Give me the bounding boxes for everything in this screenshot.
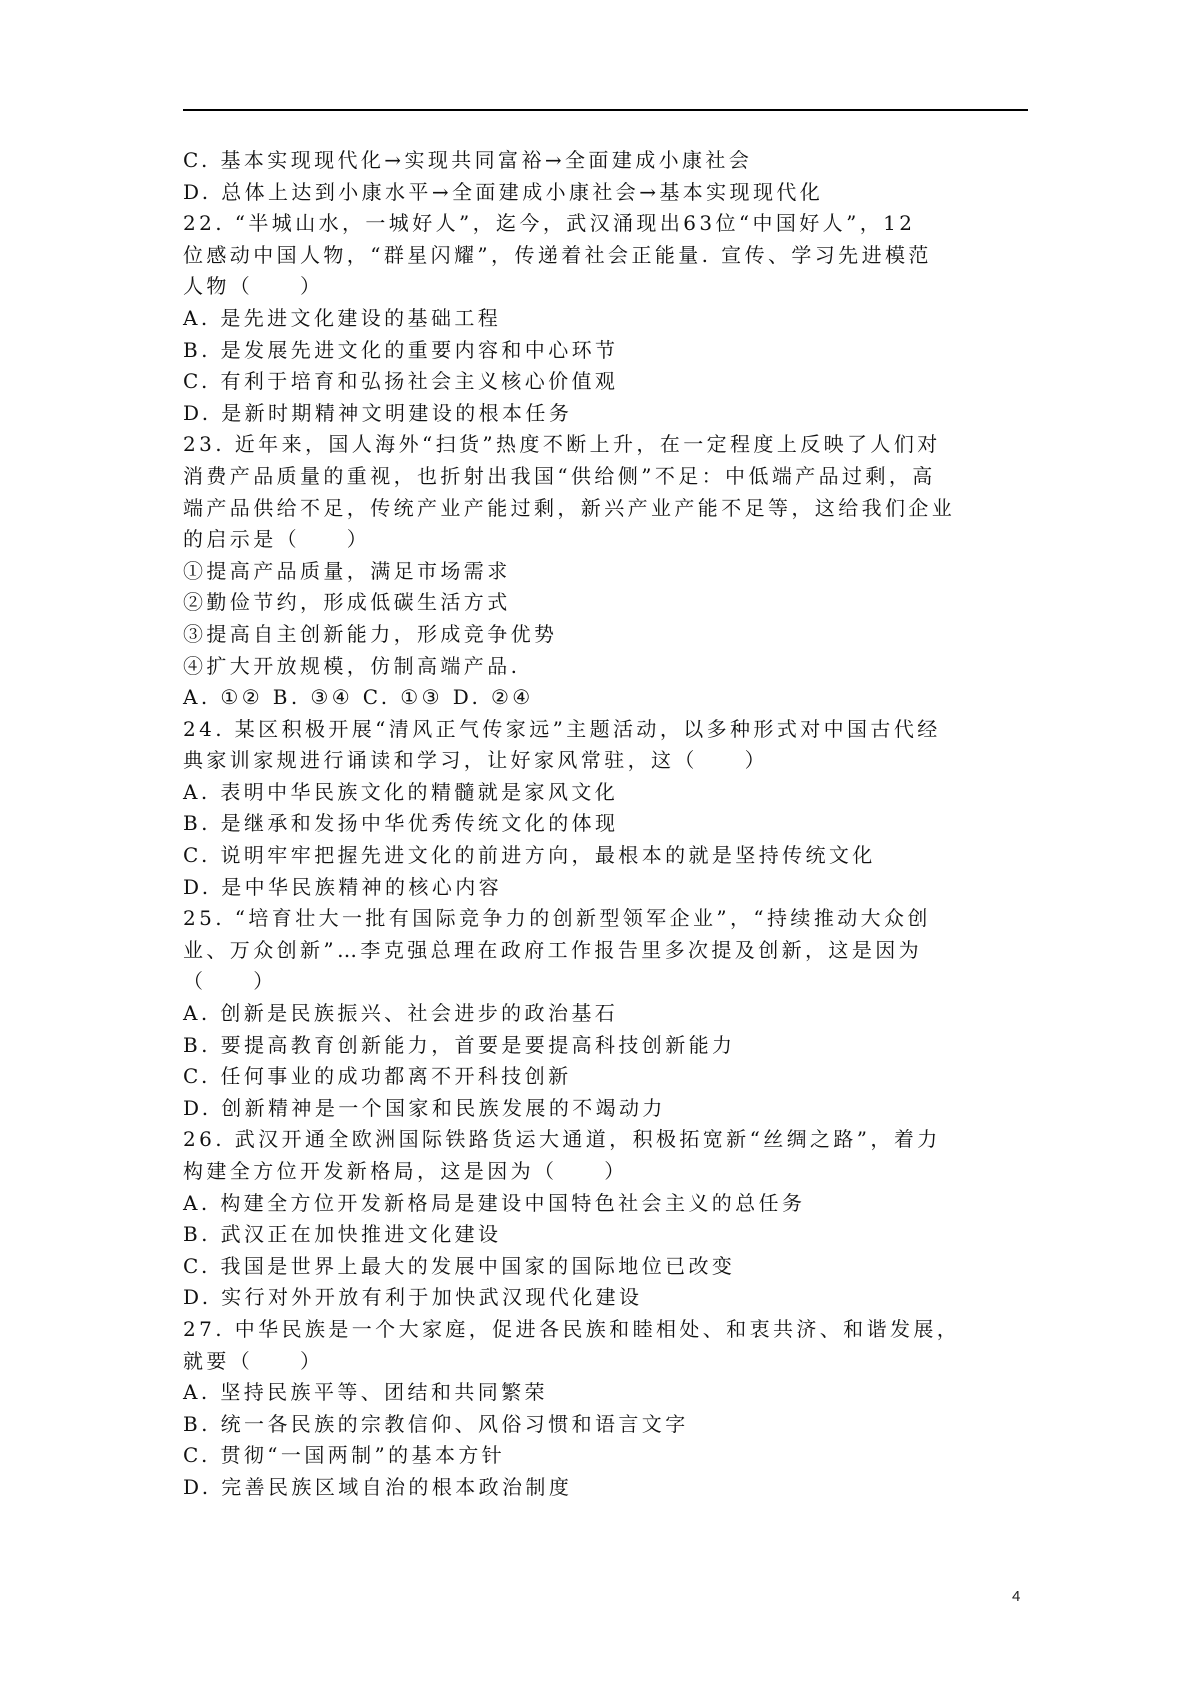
text-line: 典家训家规进行诵读和学习，让好家风常驻，这（ ）: [183, 748, 768, 773]
text-line: A. 创新是民族振兴、社会进步的政治基石: [183, 1001, 619, 1026]
text-line: ①提高产品质量，满足市场需求: [183, 558, 511, 583]
page-number: 4: [1012, 1588, 1021, 1605]
text-line: B. 统一各民族的宗教信仰、风俗习惯和语言文字: [183, 1411, 689, 1436]
text-line: D. 是中华民族精神的核心内容: [183, 874, 503, 899]
text-line: A. 坚持民族平等、团结和共同繁荣: [183, 1380, 548, 1405]
text-line: A. 是先进文化建设的基础工程: [183, 305, 502, 330]
text-line: 26. 武汉开通全欧洲国际铁路货运大通道，积极拓宽新“丝绸之路”，着力: [183, 1127, 941, 1152]
text-line: D. 创新精神是一个国家和民族发展的不竭动力: [183, 1095, 666, 1120]
text-line: 23. 近年来，国人海外“扫货”热度不断上升，在一定程度上反映了人们对: [183, 432, 941, 457]
text-line: C. 贯彻“一国两制”的基本方针: [183, 1443, 506, 1468]
text-line: 27. 中华民族是一个大家庭，促进各民族和睦相处、和衷共济、和谐发展，: [183, 1316, 961, 1341]
text-line: （ ）: [183, 969, 277, 994]
text-line: A. 表明中华民族文化的精髓就是家风文化: [183, 779, 619, 804]
text-line: D. 总体上达到小康水平→全面建成小康社会→基本实现现代化: [183, 179, 824, 204]
text-line: B. 武汉正在加快推进文化建设: [183, 1222, 502, 1247]
text-line: ④扩大开放规模，仿制高端产品.: [183, 653, 521, 678]
text-line: 消费产品质量的重视，也折射出我国“供给侧”不足：中低端产品过剩，高: [183, 463, 936, 488]
text-line: D. 完善民族区域自治的根本政治制度: [183, 1474, 573, 1499]
text-line: 位感动中国人物，“群星闪耀”，传递着社会正能量. 宣传、学习先进模范: [183, 242, 932, 267]
text-line: 24. 某区积极开展“清风正气传家远”主题活动，以多种形式对中国古代经: [183, 716, 941, 741]
header-rule: [183, 109, 1028, 111]
text-line: 25. “培育壮大一批有国际竞争力的创新型领军企业”，“持续推动大众创: [183, 906, 931, 931]
text-line: B. 是继承和发扬中华优秀传统文化的体现: [183, 811, 619, 836]
text-line: 22. “半城山水，一城好人”，迄今，武汉涌现出63位“中国好人”，12: [183, 211, 916, 236]
text-line: C. 说明牢牢把握先进文化的前进方向，最根本的就是坚持传统文化: [183, 843, 876, 868]
text-line: C. 基本实现现代化→实现共同富裕→全面建成小康社会: [183, 148, 753, 172]
text-line: A. ①② B. ③④ C. ①③ D. ②④: [183, 685, 534, 710]
text-line: B. 是发展先进文化的重要内容和中心环节: [183, 337, 619, 362]
text-line: A. 构建全方位开发新格局是建设中国特色社会主义的总任务: [183, 1190, 806, 1215]
text-line: B. 要提高教育创新能力，首要是要提高科技创新能力: [183, 1032, 736, 1057]
text-line: ②勤俭节约，形成低碳生活方式: [183, 590, 511, 615]
text-line: D. 是新时期精神文明建设的根本任务: [183, 400, 573, 425]
document-body: [183, 145, 1028, 1504]
text-line: 业、万众创新”…李克强总理在政府工作报告里多次提及创新，这是因为: [183, 937, 923, 962]
text-line: 端产品供给不足，传统产业产能过剩，新兴产业产能不足等，这给我们企业: [183, 495, 956, 520]
text-line: C. 任何事业的成功都离不开科技创新: [183, 1064, 572, 1089]
text-line: C. 有利于培育和弘扬社会主义核心价值观: [183, 369, 619, 394]
text-line: ③提高自主创新能力，形成竞争优势: [183, 621, 558, 646]
text-line: 人物（ ）: [183, 274, 324, 299]
text-line: 就要（ ）: [183, 1348, 324, 1373]
text-line: 构建全方位开发新格局，这是因为（ ）: [183, 1159, 628, 1183]
text-line: C. 我国是世界上最大的发展中国家的国际地位已改变: [183, 1253, 736, 1278]
text-line: 的启示是（ ）: [183, 527, 371, 552]
text-line: D. 实行对外开放有利于加快武汉现代化建设: [183, 1285, 643, 1310]
